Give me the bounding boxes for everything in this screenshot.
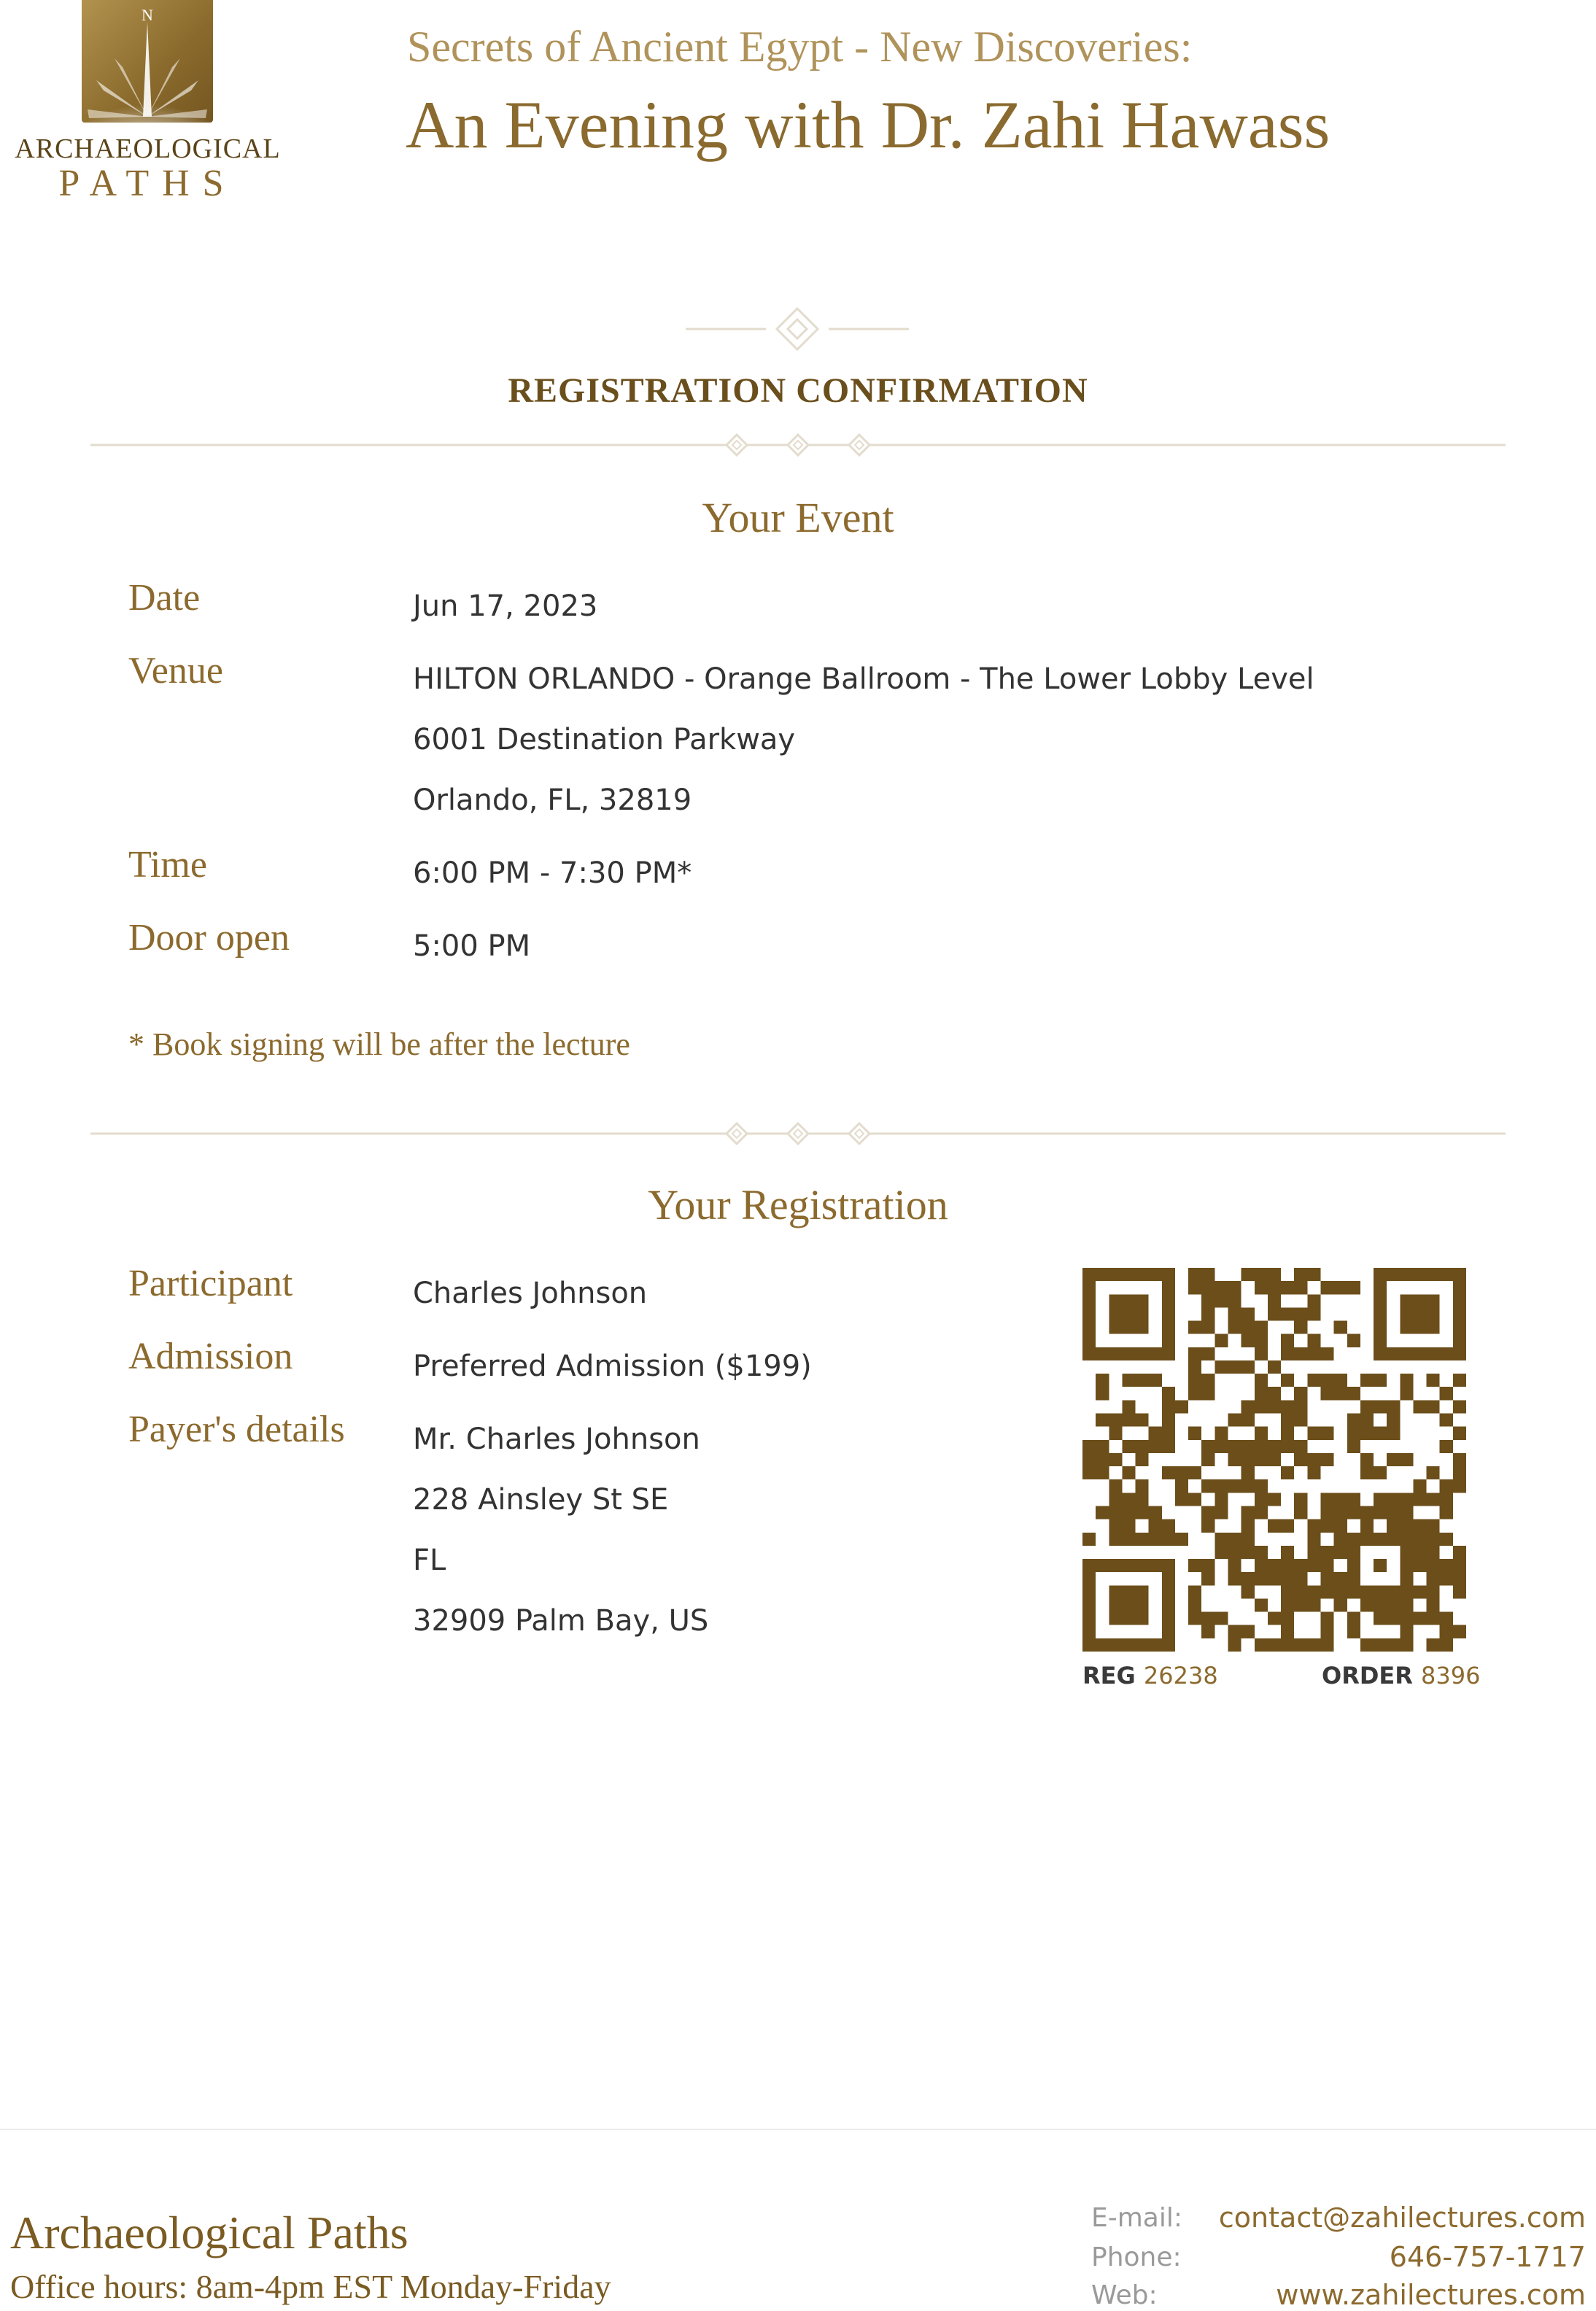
payer-line-3: FL bbox=[413, 1544, 446, 1577]
web-link[interactable]: www.zahilectures.com bbox=[1276, 2279, 1586, 2311]
compass-logo-icon bbox=[82, 0, 213, 123]
email-label: E-mail: bbox=[1091, 2203, 1182, 2233]
phone-link[interactable]: 646-757-1717 bbox=[1389, 2241, 1586, 2273]
phone-label: Phone: bbox=[1091, 2242, 1182, 2272]
top-ornament-icon bbox=[686, 303, 909, 355]
participant-value: Charles Johnson bbox=[413, 1277, 648, 1310]
order-label: ORDER bbox=[1322, 1662, 1413, 1689]
venue-line-1: HILTON ORLANDO - Orange Ballroom - The Lower Lobby Level bbox=[413, 662, 1314, 696]
archaeological-paths-logo bbox=[7, 0, 284, 212]
registration-confirmation-heading: REGISTRATION CONFIRMATION bbox=[508, 371, 1088, 410]
logo-north-letter: N bbox=[142, 6, 153, 24]
order-caption bbox=[1322, 1662, 1480, 1689]
footer-office-hours: Office hours: 8am-4pm EST Monday-Friday bbox=[10, 2268, 611, 2305]
section-divider-icon bbox=[90, 1119, 1506, 1148]
payers-details-label: Payer's details bbox=[128, 1409, 345, 1450]
admission-value: Preferred Admission ($199) bbox=[413, 1350, 812, 1383]
book-signing-note: * Book signing will be after the lecture bbox=[128, 1026, 630, 1062]
admission-label: Admission bbox=[128, 1336, 293, 1377]
section-divider-icon bbox=[90, 430, 1506, 460]
venue-line-3: Orlando, FL, 32819 bbox=[413, 783, 692, 817]
date-value: Jun 17, 2023 bbox=[413, 589, 598, 623]
reg-label: REG bbox=[1082, 1662, 1136, 1689]
footer-divider bbox=[0, 2129, 1596, 2130]
door-open-value: 5:00 PM bbox=[413, 929, 531, 963]
door-open-label: Door open bbox=[128, 917, 290, 959]
payer-line-4: 32909 Palm Bay, US bbox=[413, 1604, 709, 1638]
order-number: 8396 bbox=[1421, 1662, 1481, 1689]
logo-text-paths: PATHS bbox=[58, 163, 237, 204]
your-event-title: Your Event bbox=[702, 494, 894, 541]
web-label: Web: bbox=[1091, 2280, 1158, 2310]
footer-company-name: Archaeological Paths bbox=[10, 2207, 408, 2258]
email-link[interactable]: contact@zahilectures.com bbox=[1218, 2202, 1586, 2234]
time-label: Time bbox=[128, 844, 207, 886]
date-label: Date bbox=[128, 577, 201, 619]
venue-label: Venue bbox=[128, 650, 223, 692]
your-registration-title: Your Registration bbox=[648, 1181, 948, 1228]
time-value: 6:00 PM - 7:30 PM* bbox=[413, 856, 692, 890]
payer-line-2: 228 Ainsley St SE bbox=[413, 1483, 669, 1517]
reg-number: 26238 bbox=[1143, 1662, 1218, 1689]
event-subtitle: Secrets of Ancient Egypt - New Discoveries: bbox=[407, 23, 1193, 71]
reg-caption bbox=[1082, 1662, 1218, 1689]
participant-label: Participant bbox=[128, 1263, 293, 1304]
venue-line-2: 6001 Destination Parkway bbox=[413, 723, 796, 756]
event-title: An Evening with Dr. Zahi Hawass bbox=[406, 88, 1330, 162]
payer-line-1: Mr. Charles Johnson bbox=[413, 1422, 700, 1456]
registration-qr-code-icon bbox=[1082, 1268, 1466, 1652]
logo-text-archaeological: ARCHAEOLOGICAL bbox=[15, 133, 281, 164]
